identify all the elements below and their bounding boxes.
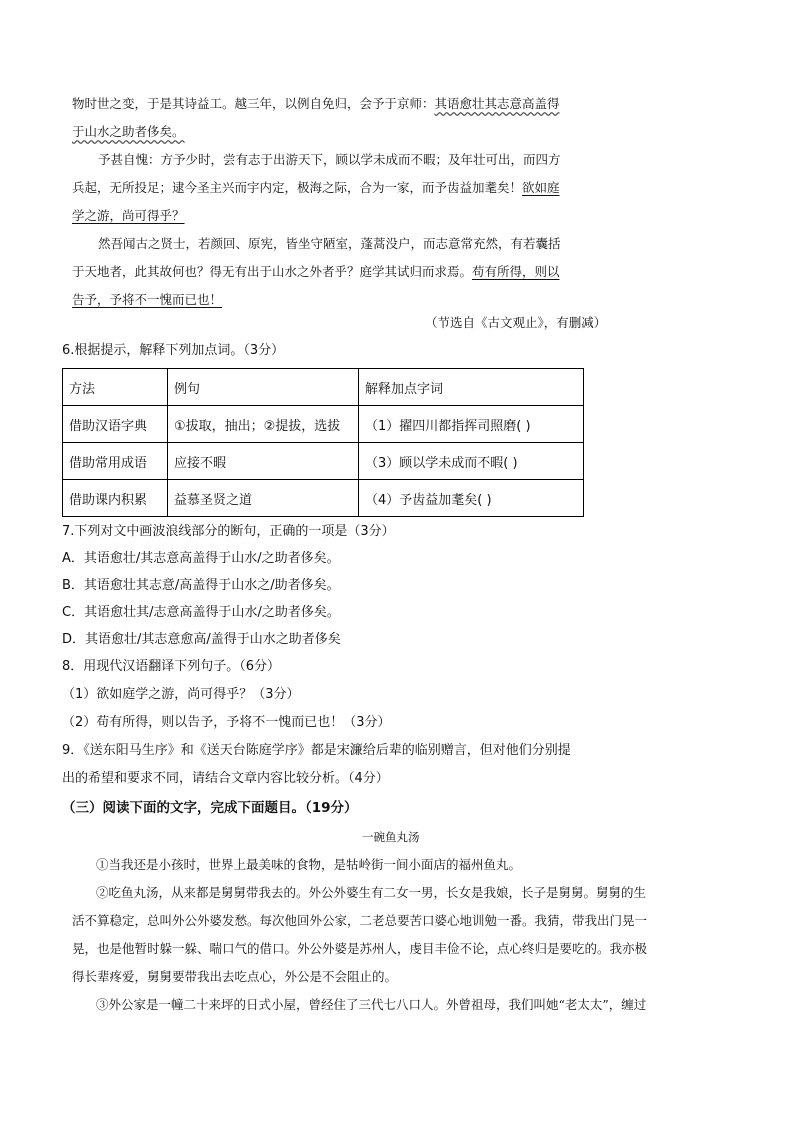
table-header-cell: 例句 [168, 369, 359, 406]
table-cell[interactable]: （1）擢四川都指挥司照磨( ) [359, 406, 584, 443]
table-header-cell: 方法 [63, 369, 168, 406]
underlined-text: 学之游，尚可得乎？ [72, 208, 185, 223]
underlined-text: 苟有所得，则以 [472, 264, 560, 279]
table-row [63, 443, 584, 480]
q8-sentence-2: （2）苟有所得，则以告予，予将不一愧而已也！（3分） [62, 715, 391, 730]
wavy-underlined-text: 其语愈壮其志意高盖得 [434, 96, 560, 111]
q8-sentence-1: （1）欲如庭学之游，尚可得乎？（3分） [62, 687, 300, 702]
article-paragraph: ②吃鱼丸汤，从来都是舅舅带我去的。外公外婆生有二女一男，长女是我娘，长子是舅舅。舅舅的生 [96, 885, 647, 900]
table-cell: 借助汉语字典 [63, 406, 168, 443]
passage-line [72, 123, 185, 141]
q7-option-d[interactable]: D．其语愈壮/其志意愈高/盖得于山水之助者侈矣 [62, 632, 341, 647]
section-heading: （三）阅读下面的文字，完成下面题目。（19分） [62, 800, 358, 816]
passage-line: 予甚自愧：方予少时，尝有志于出游天下，顾以学未成而不暇；及年壮可出，而四方 [98, 152, 561, 167]
q7-option-c[interactable]: C．其语愈壮其/志意高盖得于山水/之助者侈矣。 [62, 605, 340, 620]
passage-line: 兵起，无所投足；逮今圣主兴而宇内定，极海之际，合为一家，而予齿益加耄矣！欲如庭 [72, 180, 560, 195]
article-line: 晃，也是他暂时躲一躲、喘口气的借口。外公外婆是苏州人，虔目丰俭不论，点心终归是要吃的。我亦极 [72, 941, 648, 956]
table-cell[interactable]: （3）顾以学未成而不暇( ) [359, 443, 584, 480]
table-cell: 借助课内积累 [63, 480, 168, 517]
table-cell[interactable]: （4）予齿益加耄矣( ) [359, 480, 584, 517]
wavy-underlined-text: 于山水之助者侈矣。 [72, 124, 185, 139]
table-cell: 借助常用成语 [63, 443, 168, 480]
table-cell: ①拔取，抽出；②提拔，选拔 [168, 406, 359, 443]
passage-line [72, 207, 185, 225]
passage-line: 于天地者，此其故何也？得无有出于山水之外者乎？庭学其试归而求焉。苟有所得，则以 [72, 264, 560, 279]
table-header-cell: 解释加点字词 [359, 369, 584, 406]
article-title: 一碗鱼丸汤 [362, 830, 420, 844]
passage-line: 然吾闻古之贤士，若颜回、原宪，皆坐守陋室，蓬蒿没户，而志意常充然，有若囊括 [98, 236, 561, 251]
table-header-row [63, 369, 584, 406]
table-cell: 益慕圣贤之道 [168, 480, 359, 517]
q7-option-b[interactable]: B．其语愈壮其志意/高盖得于山水之/助者侈矣。 [62, 578, 340, 593]
underlined-text: 欲如庭 [522, 180, 560, 195]
passage-line [72, 291, 222, 309]
question-9-line: 9．《送东阳马生序》和《送天台陈庭学序》都是宋濂给后辈的临别赠言，但对他们分别提 [62, 743, 571, 758]
q6-table [62, 368, 584, 517]
question-7-stem: 7.下列对文中画波浪线部分的断句，正确的一项是（3分） [62, 524, 395, 539]
table-cell: 应接不暇 [168, 443, 359, 480]
underlined-text: 告予，予将不一愧而已也！ [72, 292, 223, 307]
article-paragraph: ③外公家是一幢二十来坪的日式小屋，曾经住了三代七八口人。外曾祖母，我们叫她“老太太”，缠过 [96, 997, 647, 1012]
passage-source: （节选自《古文观止》，有删减） [425, 315, 607, 330]
article-paragraph: ①当我还是小孩时，世界上最美味的食物，是牯岭街一间小面店的福州鱼丸。 [96, 857, 522, 872]
passage-line: 物时世之变，于是其诗益工。越三年，以例自免归，会予于京师：其语愈壮其志意高盖得 [72, 96, 560, 111]
question-6-stem: 6.根据提示，解释下列加点词。（3分） [62, 343, 285, 358]
question-8-stem: 8．用现代汉语翻译下列句子。（6分） [62, 659, 281, 674]
question-9-line: 出的希望和要求不同，请结合文章内容比较分析。（4分） [62, 771, 389, 786]
table-row [63, 406, 584, 443]
article-line: 活不算稳定，总叫外公外婆发愁。每次他回外公家，二老总要苦口婆心地训勉一番。我猜，带我出门晃一 [72, 913, 648, 928]
q7-option-a[interactable]: A．其语愈壮/其志意高盖得于山水/之助者侈矣。 [62, 551, 340, 566]
article-line: 得长辈疼爱，舅舅要带我出去吃点心，外公是不会阻止的。 [72, 969, 398, 984]
table-row [63, 480, 584, 517]
